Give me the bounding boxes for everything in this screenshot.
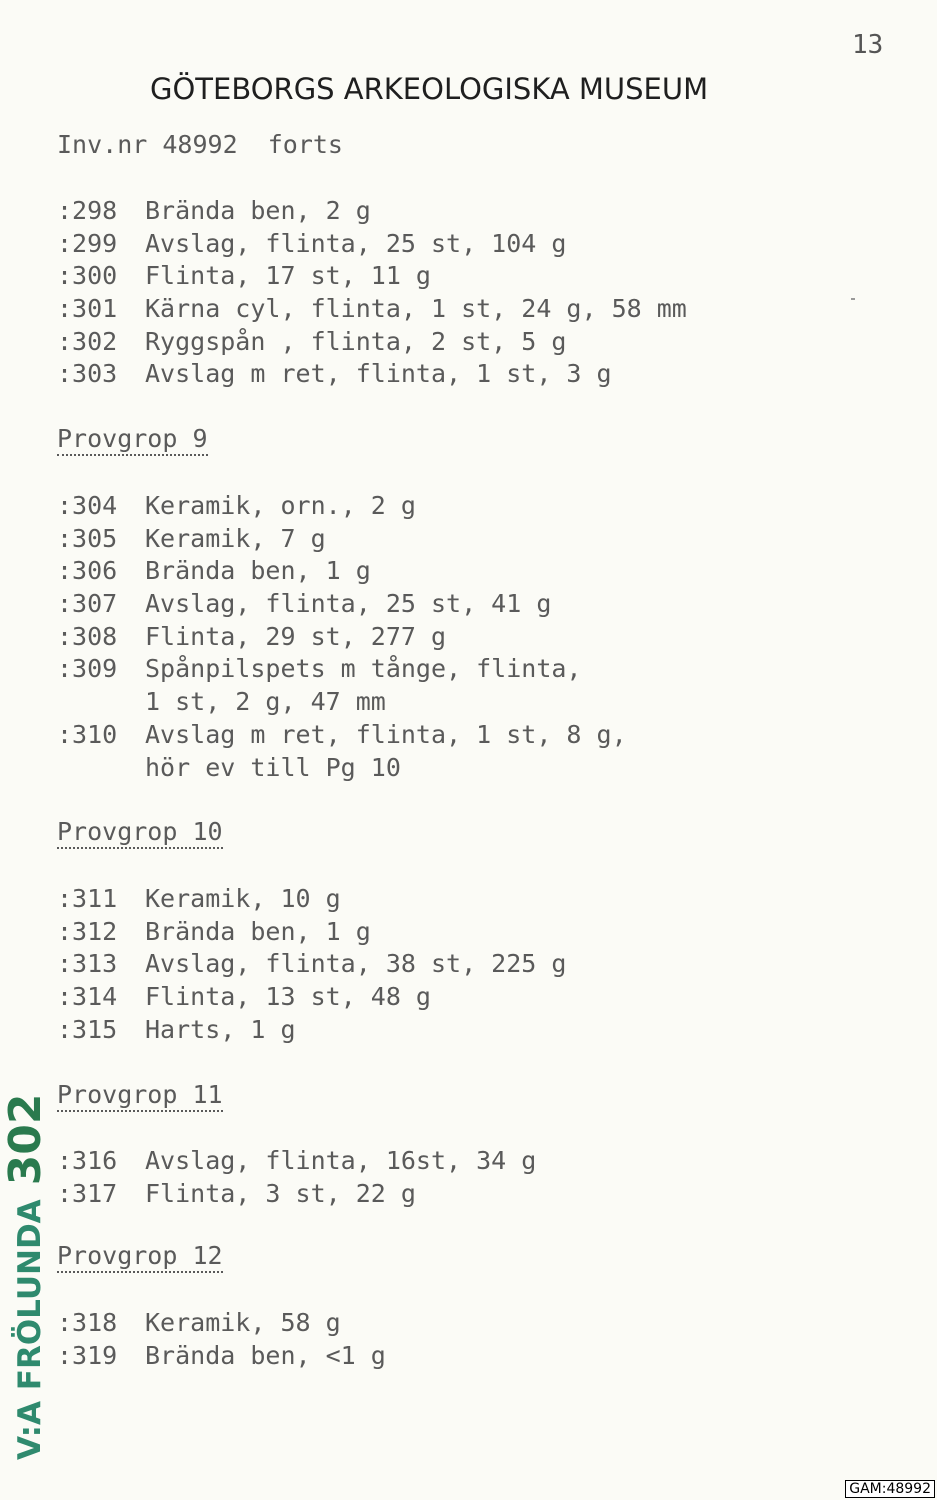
entry-description-continued: 1 st, 2 g, 47 mm [145, 687, 386, 717]
entry-number: :306 [57, 556, 118, 586]
entry-row [57, 1307, 386, 1340]
entry-description: Spånpilspets m tånge, flinta, [145, 654, 582, 684]
page-number: 13 [852, 30, 884, 60]
entry-number: :302 [57, 326, 118, 356]
entry-row [57, 1178, 536, 1211]
entry-row [57, 1014, 566, 1047]
entry-number: :308 [57, 621, 118, 651]
entry-description: Avslag, flinta, 16st, 34 g [145, 1146, 537, 1175]
entry-row [57, 358, 687, 391]
entry-description: Keramik, 7 g [145, 523, 326, 553]
entry-number: :315 [57, 1014, 118, 1044]
entry-row [57, 490, 627, 523]
stamp-location-text: V:A FRÖLUNDA [12, 1199, 48, 1460]
entry-number: :313 [57, 949, 118, 979]
entry-description: Keramik, 58 g [145, 1308, 341, 1337]
entry-description: Ryggspån , flinta, 2 st, 5 g [145, 326, 567, 356]
entry-number: :298 [57, 196, 118, 225]
entry-row [57, 981, 566, 1014]
entry-row [57, 523, 627, 556]
entry-row [57, 1145, 536, 1178]
entry-number: :314 [57, 982, 118, 1012]
section-heading-provgrop-10: Provgrop 10 [57, 817, 223, 849]
entry-number: :316 [57, 1146, 118, 1175]
entry-number: :319 [57, 1340, 118, 1370]
entry-description: Flinta, 13 st, 48 g [145, 982, 431, 1012]
section-heading-provgrop-9: Provgrop 9 [57, 424, 208, 456]
entry-row [57, 653, 627, 686]
entry-description: Avslag, flinta, 38 st, 225 g [145, 949, 567, 979]
entry-number: :318 [57, 1308, 118, 1337]
entry-row [57, 228, 687, 261]
entry-number: :312 [57, 916, 118, 946]
reference-label: GAM:48992 [845, 1480, 935, 1498]
entry-description: Avslag, flinta, 25 st, 104 g [145, 228, 567, 258]
entry-list-group-0 [57, 195, 687, 391]
location-stamp [0, 1093, 51, 1460]
museum-header: GÖTEBORGS ARKEOLOGISKA MUSEUM [150, 72, 709, 106]
entry-description: Flinta, 3 st, 22 g [145, 1178, 416, 1208]
entry-row [57, 948, 566, 981]
entry-description: Flinta, 17 st, 11 g [145, 261, 431, 291]
entry-description: Brända ben, 1 g [145, 916, 371, 946]
entry-description: Keramik, orn., 2 g [145, 491, 416, 520]
entry-description: Brända ben, 2 g [145, 196, 371, 225]
entry-description: Avslag m ret, flinta, 1 st, 3 g [145, 359, 612, 389]
entry-description: Avslag m ret, flinta, 1 st, 8 g, [145, 719, 627, 749]
entry-list-provgrop-11 [57, 1145, 536, 1210]
entry-row [57, 883, 566, 916]
entry-row [57, 588, 627, 621]
entry-number: :311 [57, 884, 118, 913]
entry-description: Harts, 1 g [145, 1014, 296, 1044]
entry-number: :305 [57, 523, 118, 553]
stray-mark [851, 298, 855, 300]
entry-row [57, 1340, 386, 1373]
entry-description: Brända ben, 1 g [145, 556, 371, 586]
entry-number: :301 [57, 294, 118, 324]
entry-number: :304 [57, 491, 118, 520]
entry-row [57, 621, 627, 654]
inventory-line: Inv.nr 48992 forts [57, 130, 343, 159]
entry-number: :309 [57, 654, 118, 684]
entry-description: Keramik, 10 g [145, 884, 341, 913]
entry-description-continued: hör ev till Pg 10 [145, 752, 401, 782]
entry-continuation [57, 686, 627, 719]
entry-number: :317 [57, 1178, 118, 1208]
entry-description: Flinta, 29 st, 277 g [145, 621, 447, 651]
entry-description: Avslag, flinta, 25 st, 41 g [145, 589, 552, 619]
entry-row [57, 916, 566, 949]
entry-row [57, 326, 687, 359]
entry-continuation [57, 752, 627, 785]
entry-row [57, 195, 687, 228]
entry-row [57, 719, 627, 752]
section-heading-provgrop-11: Provgrop 11 [57, 1080, 223, 1112]
entry-description: Brända ben, <1 g [145, 1340, 386, 1370]
entry-number: :299 [57, 228, 118, 258]
entry-number: :310 [57, 719, 118, 749]
entry-list-provgrop-9 [57, 490, 627, 784]
section-heading-provgrop-12: Provgrop 12 [57, 1241, 223, 1273]
entry-row [57, 260, 687, 293]
stamp-number: 302 [0, 1093, 51, 1186]
entry-list-provgrop-12 [57, 1307, 386, 1372]
entry-row [57, 293, 687, 326]
entry-number: :300 [57, 261, 118, 291]
entry-row [57, 555, 627, 588]
entry-number: :303 [57, 359, 118, 389]
entry-number: :307 [57, 589, 118, 619]
entry-list-provgrop-10 [57, 883, 566, 1046]
entry-description: Kärna cyl, flinta, 1 st, 24 g, 58 mm [145, 294, 687, 324]
